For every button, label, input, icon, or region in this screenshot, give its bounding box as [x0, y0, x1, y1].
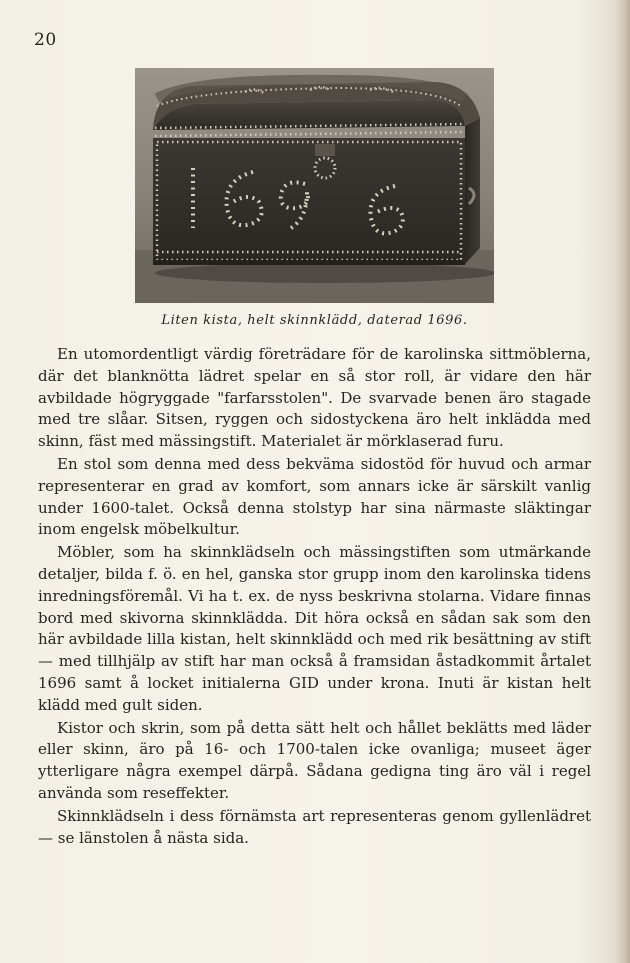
- paragraph: En utomordentligt värdig företrädare för de karolinska sittmöblerna, där det blanknötta lädret spelar en så stor roll, är vidare den här avbildade högryggade "farfarsstolen". De svarvade benen äro stagade med tre slåar. Sitsen, ryggen och sidostyckena äro helt inklädda med skinn, fäst med mässingstift. Materialet är mörklaserad furu.: [38, 345, 591, 451]
- paragraph: Möbler, som ha skinnklädseln och mässingstiften som utmärkande detaljer, bilda f. ö. en hel, ganska stor grupp inom den karolinska tidens inredningsföremål. Vi ha t. ex. de nyss beskrivna stolarna. Vidare finnas bord med skivorna skinnklädda. Dit höra också en sådan sak som den här avbildade lilla kistan, helt skinnklädd och med rik besättning av stift — med tillhjälp av stift har man också å framsidan åstadkommit årtalet 1696 samt å locket initialerna GID under krona. Inuti är kistan helt klädd med gult siden.: [38, 543, 591, 714]
- paragraph: En stol som denna med dess bekväma sidostöd för huvud och armar representerar en grad av komfort, som annars icke är särskilt vanlig under 1600-talet. Också denna stolstyp har sina närmaste släktingar inom engelsk möbelkultur.: [38, 454, 591, 539]
- page-number: 20: [34, 30, 57, 50]
- body-text: [38, 344, 591, 849]
- figure-caption: Liten kista, helt skinnklädd, daterad 1696.: [161, 313, 468, 328]
- paragraph: Skinnklädseln i dess förnämsta art representeras genom gyllenlädret — se länstolen å nästa sida.: [38, 806, 591, 847]
- paragraph: Kistor och skrin, som på detta sätt helt och hållet beklätts med läder eller skinn, äro på 16- och 1700-talen icke ovanliga; museet äger ytterligare några exempel därpå. Sådana gedigna ting äro väl i regel använda som reseffekter.: [38, 718, 591, 802]
- chest-photo: [135, 68, 494, 303]
- page-edge-shadow: [616, 0, 630, 963]
